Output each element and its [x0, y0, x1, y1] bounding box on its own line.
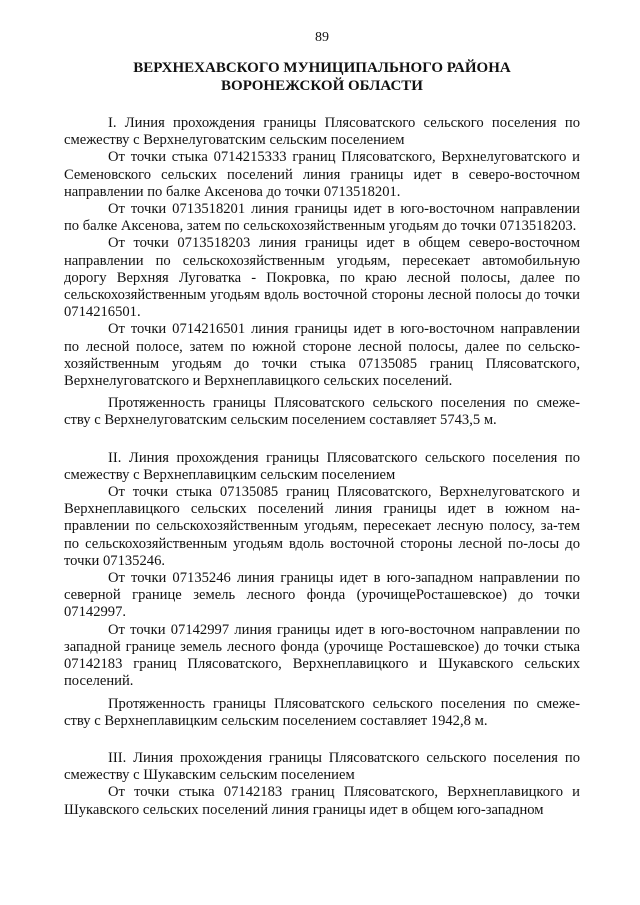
paragraph: Протяженность границы Плясоватского сельского поселения по смеже-ству с Верхнеплавицким сельским поселением составляет 1942,8 м. — [64, 695, 580, 729]
section-gap — [64, 730, 580, 750]
paragraph: От точки 07142997 линия границы идет в юго-восточном направлении по западной границе земель лесного фонда (урочище Росташевское) до точки стыка 07142183 границ Плясоватского, Верхнеплавицкого и Шукавского сельских поселений. — [64, 621, 580, 690]
section-3 — [64, 750, 580, 819]
paragraph: От точки стыка 0714215333 границ Плясоватского, Верхнелуговатского и Семеновского сельских поселений линия границы идет в северо-восточном направлении по балке Аксенова до точки 0713518201. — [64, 149, 580, 200]
heading-line-1: ВЕРХНЕХАВСКОГО МУНИЦИПАЛЬНОГО РАЙОНА — [133, 60, 511, 76]
paragraph: От точки 07135246 линия границы идет в юго-западном направлении по северной границе земель лесного фонда (урочищеРосташевское) до точки 07142997. — [64, 570, 580, 621]
section-gap — [64, 430, 580, 450]
section-2 — [64, 450, 580, 730]
section-title: I. Линия прохождения границы Плясоватского сельского поселения по смежеству с Верхнелуговатским сельским поселением — [64, 115, 580, 149]
paragraph: От точки 0713518203 линия границы идет в общем северо-восточном направлении по сельскохозяйственным угодьям, пересекает автомобильную дорогу Верхняя Луговатка - Покровка, по краю лесной полосы, далее по сельскохозяйственным угодьям вдоль восточной стороны лесной полосы до точки 0714216501. — [64, 235, 580, 321]
section-title: II. Линия прохождения границы Плясоватского сельского поселения по смежеству с Верхнеплавицким сельским поселением — [64, 449, 580, 483]
paragraph: От точки стыка 07142183 границ Плясоватского, Верхнеплавицкого и Шукавского сельских поселений линия границы идет в общем юго-западном — [64, 784, 580, 818]
document-heading — [64, 59, 580, 95]
paragraph: От точки 0713518201 линия границы идет в юго-восточном направлении по балке Аксенова, затем по сельскохозяйственным угодьям до точки 0713518203. — [64, 201, 580, 235]
heading-line-2: ВОРОНЕЖСКОЙ ОБЛАСТИ — [221, 78, 423, 94]
section-title: III. Линия прохождения границы Плясоватского сельского поселения по смежеству с Шукавским сельским поселением — [64, 749, 580, 784]
paragraph: Протяженность границы Плясоватского сельского поселения по смеже-ству с Верхнелуговатским сельским поселением составляет 5743,5 м. — [64, 395, 580, 429]
paragraph: От точки стыка 07135085 границ Плясоватского, Верхнелуговатского и Верхнеплавицкого сельских поселений линия границы идет в южном на-правлении по сельскохозяйственным угодьям, пересекает лесную полосу, за-тем по сельскохозяйственным угодьям вдоль восточной стороны лесной по-лосы до точки 07135246. — [64, 484, 580, 569]
page-number: 89 — [315, 30, 329, 45]
section-1 — [64, 115, 580, 430]
paragraph: От точки 0714216501 линия границы идет в юго-восточном направлении по лесной полосе, затем по южной стороне лесной полосы, далее по сельско-хозяйственным угодьям до точки стыка 07135085 границ Плясоватского, Верхнелуговатского и Верхнеплавицкого сельских поселений. — [64, 321, 580, 390]
